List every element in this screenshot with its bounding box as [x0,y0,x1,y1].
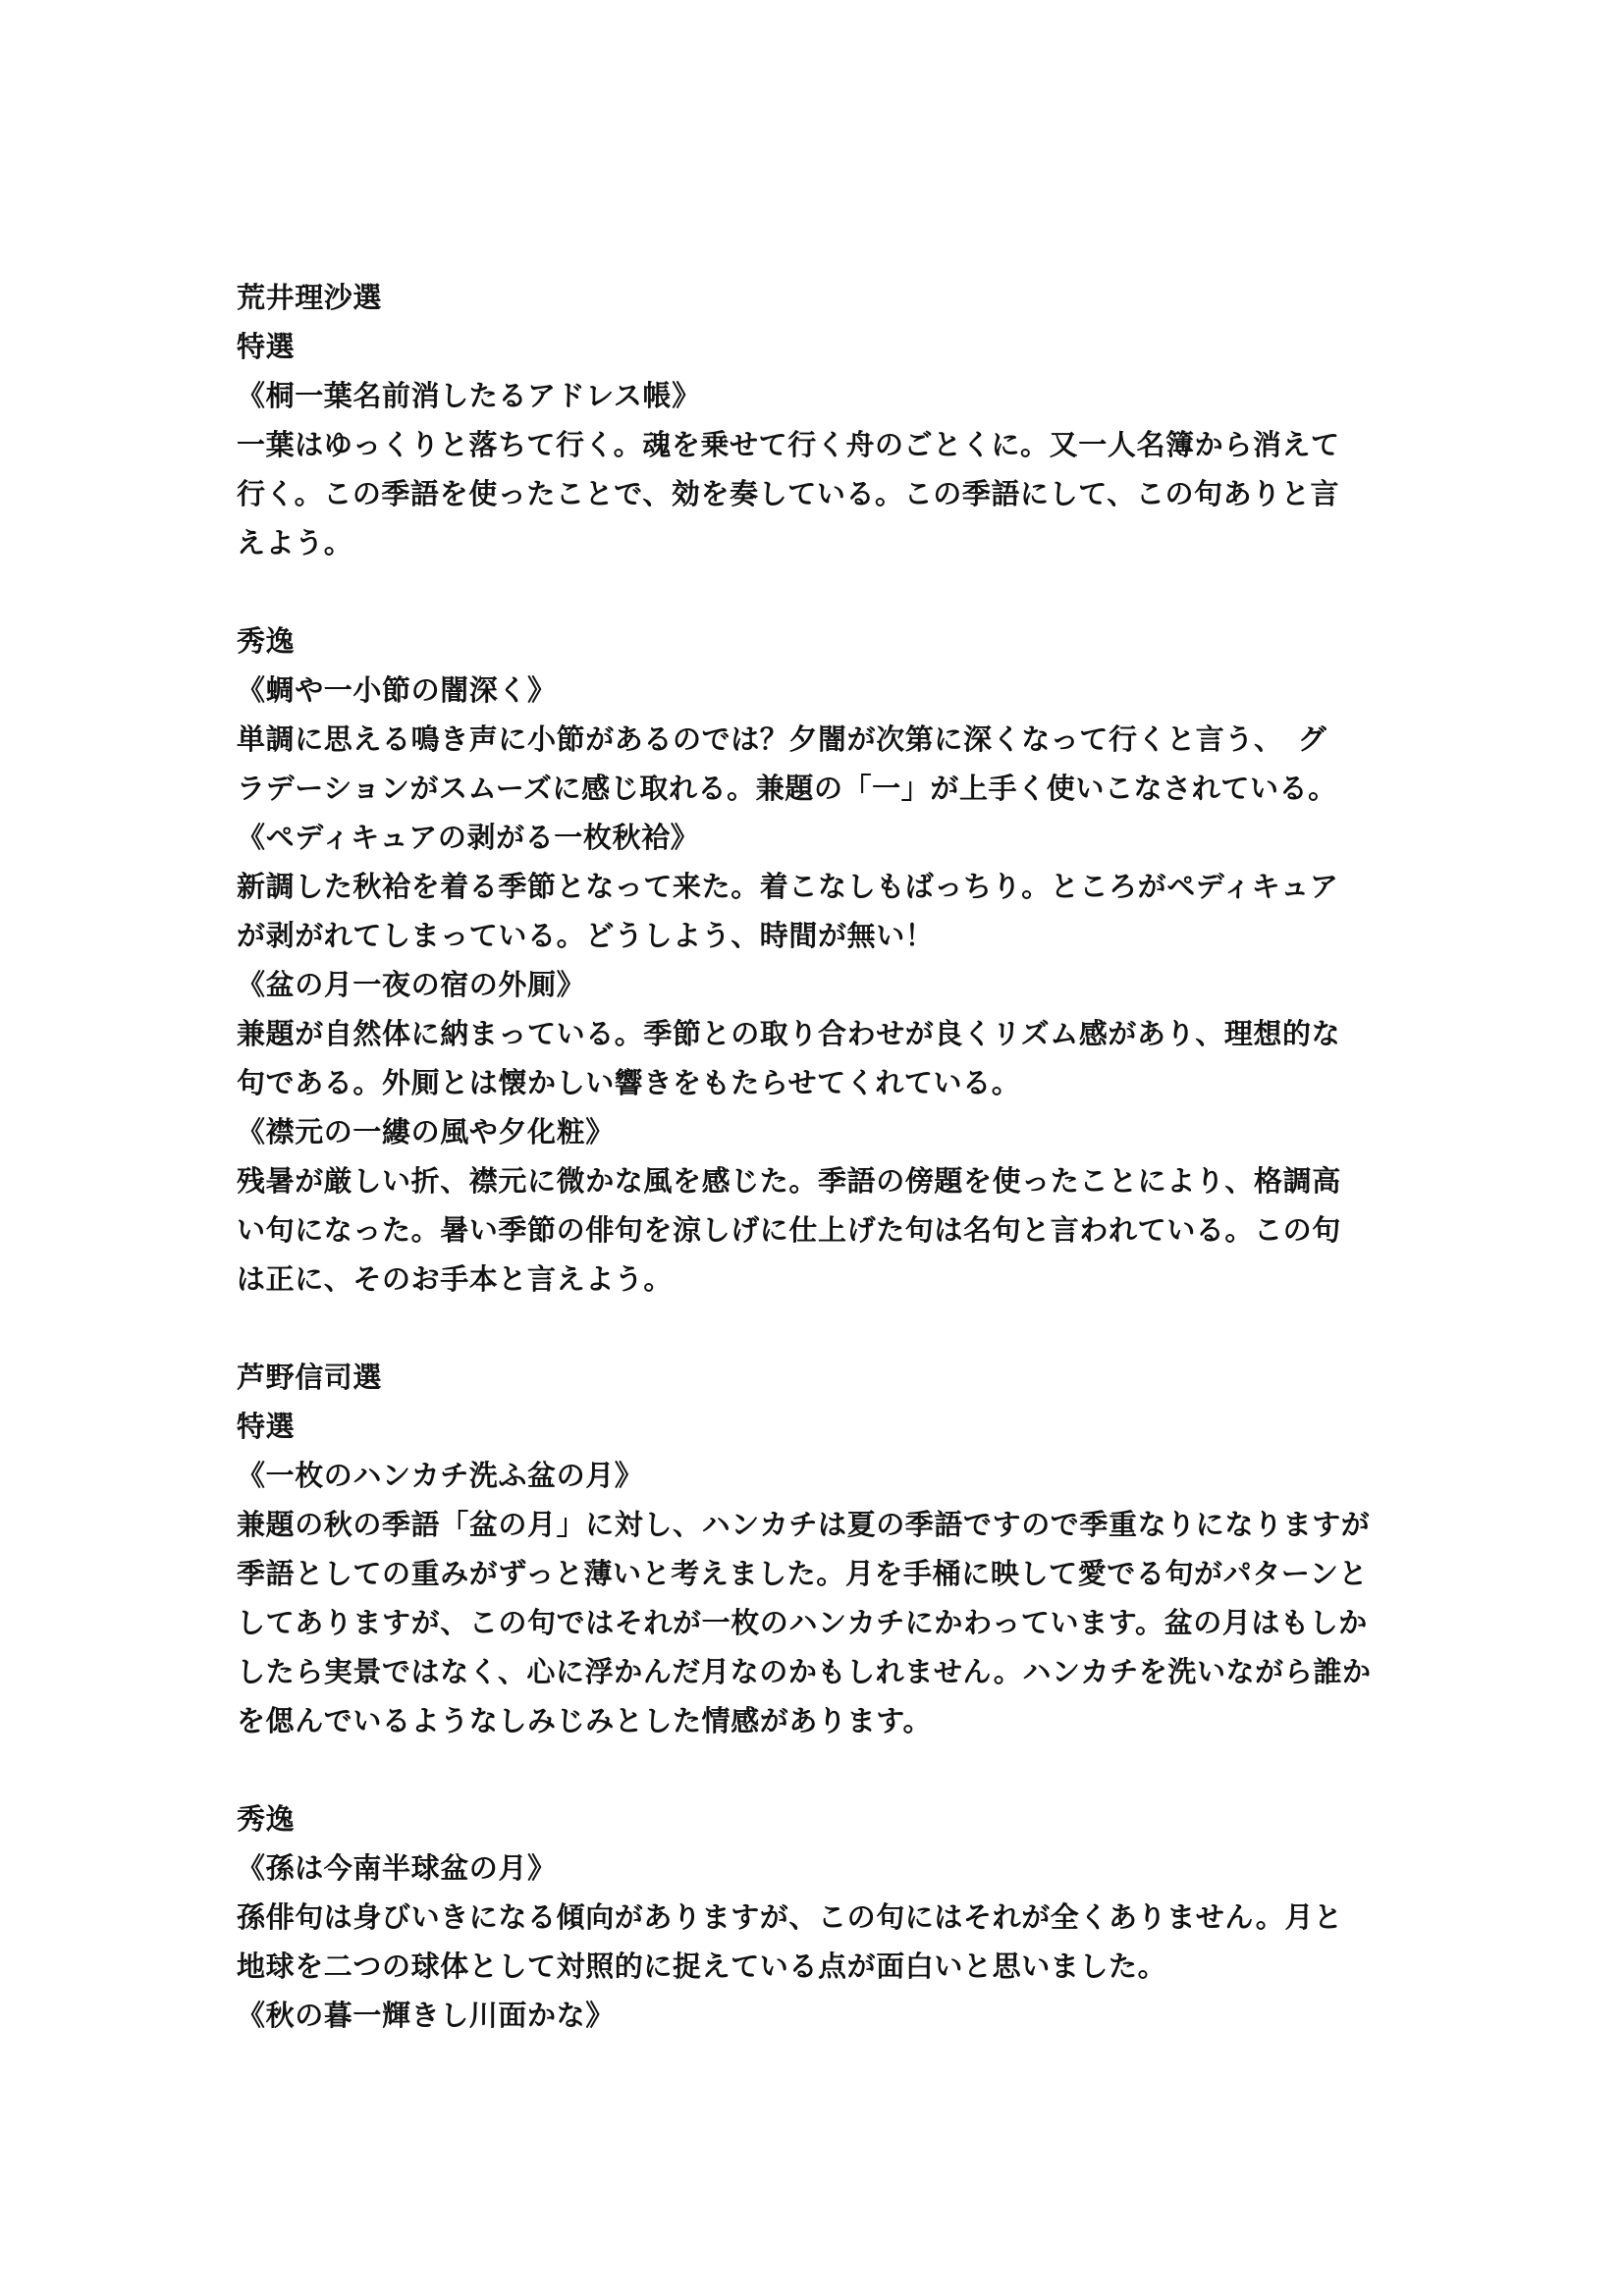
haiku-entry [237,813,1395,960]
comment-line: 残暑が厳しい折、襟元に微かな風を感じた。季語の傍題を使ったことにより、格調高 [237,1164,1341,1198]
comment-line: 兼題が自然体に納まっている。季節との取り合わせが良くリズム感があり、理想的な [237,1017,1341,1050]
haiku-text: 《ペディキュアの剥がる一枚秋袷》 [237,821,700,854]
rank-group [237,322,1395,567]
comment-line: 行く。この季語を使ったことで、効を奏している。この季語にして、この句ありと言 [237,477,1340,510]
comment-line: 孫俳句は身びいきになる傾向がありますが、この句にはそれが全くありません。月と [237,1900,1343,1934]
haiku-entry [237,371,1395,567]
selector-section [237,1353,1395,2040]
haiku-entry [237,1843,1395,1991]
document-page [237,273,1395,2040]
comment-line: 句である。外厠とは懐かしい響きをもたらせてくれている。 [237,1066,1021,1099]
haiku-text: 《秋の暮一輝きし川面かな》 [237,1999,615,2032]
comment-line: 新調した秋袷を着る季節となって来た。着こなしもばっちり。ところがペディキュア [237,870,1339,903]
rank-label: 特選 [237,330,296,363]
haiku-entry [237,1107,1395,1304]
rank-label: 秀逸 [237,624,296,658]
haiku-text: 《襟元の一縷の風や夕化粧》 [237,1115,615,1148]
selector-section [237,273,1395,1304]
comment-line: を偲んでいるようなしみじみとした情感があります。 [237,1704,933,1737]
comment-line: してありますが、この句ではそれが一枚のハンカチにかわっています。盆の月はもしか [237,1606,1368,1639]
haiku-text: 《桐一葉名前消したるアドレス帳》 [237,379,701,412]
spacer [237,1745,1395,1794]
rank-label: 特選 [237,1410,296,1443]
comment-line: 一葉はゆっくりと落ちて行く。魂を乗せて行く舟のごとくに。又一人名簿から消えて [237,428,1340,461]
comment-line: 地球を二つの球体として対照的に捉えている点が面白いと思いました。 [237,1949,1167,1983]
comment-line: 単調に思える鳴き声に小節があるのでは？夕闇が次第に深くなって行くと言う、 グ [237,722,1327,756]
spacer [237,1304,1395,1353]
selector-name: 芦野信司選 [237,1361,383,1394]
comment-line: ラデーションがスムーズに感じ取れる。兼題の「一」が上手く使いこなされている。 [237,772,1337,805]
haiku-text: 《蜩や一小節の闇深く》 [237,673,557,707]
rank-label: 秀逸 [237,1802,296,1836]
comment-line: したら実景ではなく、心に浮かんだ月なのかもしれません。ハンカチを洗いながら誰か [237,1655,1372,1688]
haiku-entry [237,1991,1395,2040]
haiku-text: 《一枚のハンカチ洗ふ盆の月》 [237,1459,644,1492]
haiku-text: 《孫は今南半球盆の月》 [237,1851,557,1885]
spacer [237,567,1395,616]
selector-name: 荒井理沙選 [237,281,383,314]
haiku-entry [237,1451,1395,1745]
rank-group [237,1402,1395,1745]
haiku-text: 《盆の月一夜の宿の外厠》 [237,968,586,1001]
comment-line: えよう。 [237,526,353,560]
comment-line: 兼題の秋の季語「盆の月」に対し、ハンカチは夏の季語ですので季重なりになりますが [237,1508,1371,1541]
comment-line: が剥がれてしまっている。どうしよう、時間が無い！ [237,919,935,952]
rank-group [237,616,1395,1304]
comment-line: い句になった。暑い季節の俳句を涼しげに仕上げた句は名句と言われている。この句 [237,1213,1341,1247]
comment-line: 季語としての重みがずっと薄いと考えました。月を手桶に映して愛でる句がパターンと [237,1557,1369,1590]
comment-line: は正に、そのお手本と言えよう。 [237,1262,674,1296]
haiku-entry [237,960,1395,1107]
rank-group [237,1794,1395,2040]
haiku-entry [237,666,1395,813]
